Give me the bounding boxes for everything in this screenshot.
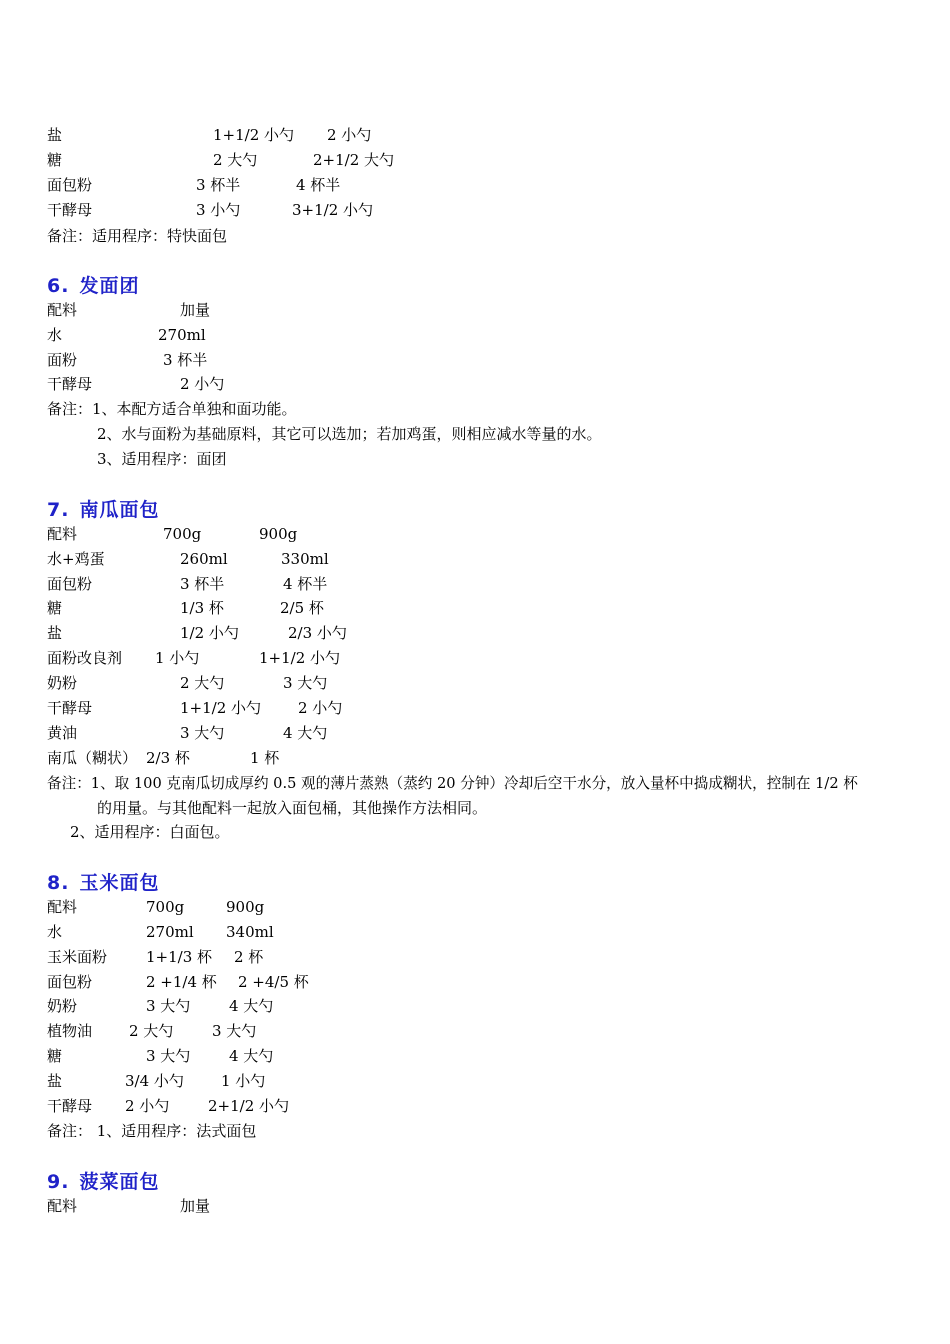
note: 备注： 1、适用程序：法式面包	[47, 1122, 257, 1140]
section-heading	[47, 1169, 159, 1195]
ingredient-name: 奶粉	[47, 997, 78, 1015]
amount-900g: 4 大勺	[229, 1047, 274, 1065]
amount-900g: 340ml	[226, 923, 274, 941]
table-row	[0, 1069, 950, 1094]
amount-700g: 1 小勺	[155, 649, 200, 667]
amount-700g: 3 小勺	[196, 201, 241, 219]
section-title: 发面团	[79, 275, 140, 297]
amount-700g: 2 +1/4 杯	[146, 973, 217, 991]
ingredient-name: 干酵母	[47, 201, 93, 219]
table-row	[0, 746, 950, 771]
note: 2、适用程序：白面包。	[70, 823, 230, 841]
note: 2、水与面粉为基础原料，其它可以选加；若加鸡蛋，则相应减水等量的水。	[97, 425, 602, 443]
table-header	[0, 1194, 950, 1219]
amount-900g: 2 +4/5 杯	[238, 973, 309, 991]
table-row	[0, 173, 950, 198]
ingredient-name: 水+鸡蛋	[47, 550, 105, 568]
column-header: 700g	[146, 898, 185, 916]
amount-900g: 2/3 小勺	[288, 624, 347, 642]
ingredient-name: 面包粉	[47, 973, 93, 991]
ingredient-name: 干酵母	[47, 375, 93, 393]
section-title: 菠菜面包	[79, 1171, 160, 1193]
table-header	[0, 895, 950, 920]
table-row	[0, 348, 950, 373]
amount-900g: 3 大勺	[283, 674, 328, 692]
amount: 2 小勺	[180, 375, 225, 393]
table-row	[0, 198, 950, 223]
amount-700g: 3 杯半	[180, 575, 225, 593]
table-row	[0, 621, 950, 646]
amount-900g: 4 杯半	[296, 176, 341, 194]
table-row	[0, 920, 950, 945]
amount-900g: 2+1/2 大勺	[313, 151, 395, 169]
section-title: 南瓜面包	[79, 499, 160, 521]
section-number: 8.	[47, 872, 70, 894]
column-header: 配料	[47, 1197, 78, 1215]
amount-700g: 270ml	[146, 923, 194, 941]
amount-900g: 3+1/2 小勺	[292, 201, 374, 219]
table-row	[0, 572, 950, 597]
amount-900g: 1+1/2 小勺	[259, 649, 341, 667]
amount-700g: 2 大勺	[129, 1022, 174, 1040]
ingredient-name: 玉米面粉	[47, 948, 108, 966]
amount-900g: 2 小勺	[298, 699, 343, 717]
amount-700g: 3 大勺	[146, 1047, 191, 1065]
table-row	[0, 596, 950, 621]
ingredient-name: 干酵母	[47, 699, 93, 717]
section-heading	[47, 273, 139, 299]
table-row	[0, 323, 950, 348]
amount-900g: 330ml	[281, 550, 329, 568]
ingredient-name: 糖	[47, 599, 63, 617]
ingredient-name: 水	[47, 326, 63, 344]
table-row	[0, 671, 950, 696]
column-header: 900g	[226, 898, 265, 916]
section-number: 9.	[47, 1171, 70, 1193]
amount-700g: 260ml	[180, 550, 228, 568]
amount-700g: 1/3 杯	[180, 599, 224, 617]
amount-700g: 2 大勺	[213, 151, 258, 169]
amount-700g: 2 小勺	[125, 1097, 170, 1115]
amount-700g: 2 大勺	[180, 674, 225, 692]
amount-900g: 2 杯	[234, 948, 264, 966]
table-row	[0, 372, 950, 397]
amount-700g: 3 大勺	[180, 724, 225, 742]
ingredient-name: 干酵母	[47, 1097, 93, 1115]
amount-900g: 2+1/2 小勺	[208, 1097, 290, 1115]
table-row	[0, 148, 950, 173]
amount: 3 杯半	[163, 351, 208, 369]
column-header: 加量	[180, 301, 211, 319]
note: 备注：适用程序：特快面包	[47, 227, 228, 245]
ingredient-name: 奶粉	[47, 674, 78, 692]
column-header: 900g	[259, 525, 298, 543]
table-row	[0, 123, 950, 148]
amount-700g: 1+1/2 小勺	[180, 699, 262, 717]
table-row	[0, 1019, 950, 1044]
amount-900g: 4 大勺	[283, 724, 328, 742]
ingredient-name: 糖	[47, 151, 63, 169]
amount-700g: 3 大勺	[146, 997, 191, 1015]
section-heading	[47, 497, 159, 523]
section-title: 玉米面包	[79, 872, 160, 894]
table-row	[0, 721, 950, 746]
table-row	[0, 696, 950, 721]
table-row	[0, 1094, 950, 1119]
table-header	[0, 298, 950, 323]
amount-900g: 2 小勺	[327, 126, 372, 144]
amount-900g: 1 小勺	[221, 1072, 266, 1090]
ingredient-name: 面包粉	[47, 575, 93, 593]
column-header: 配料	[47, 301, 78, 319]
column-header: 配料	[47, 898, 78, 916]
table-row	[0, 994, 950, 1019]
section-number: 7.	[47, 499, 70, 521]
column-header: 配料	[47, 525, 78, 543]
table-row	[0, 1044, 950, 1069]
column-header: 加量	[180, 1197, 211, 1215]
ingredient-name: 黄油	[47, 724, 78, 742]
table-row	[0, 646, 950, 671]
amount-700g: 2/3 杯	[146, 749, 190, 767]
section-number: 6.	[47, 275, 70, 297]
note: 3、适用程序：面团	[97, 450, 227, 468]
ingredient-name: 盐	[47, 126, 63, 144]
ingredient-name: 面粉改良剂	[47, 649, 123, 667]
ingredient-name: 面包粉	[47, 176, 93, 194]
note: 备注：1、取 100 克南瓜切成厚约 0.5 观的薄片蒸熟（蒸约 20 分钟）冷却后空干水分，放入量杯中捣成糊状，控制在 1/2 杯	[47, 775, 858, 792]
ingredient-name: 面粉	[47, 351, 78, 369]
table-row	[0, 547, 950, 572]
ingredient-name: 植物油	[47, 1022, 93, 1040]
ingredient-name: 水	[47, 923, 63, 941]
table-header	[0, 522, 950, 547]
amount: 270ml	[158, 326, 206, 344]
amount-700g: 1+1/3 杯	[146, 948, 213, 966]
note: 的用量。与其他配料一起放入面包桶，其他操作方法相同。	[97, 799, 488, 817]
ingredient-name: 盐	[47, 624, 63, 642]
table-row	[0, 945, 950, 970]
amount-900g: 4 大勺	[229, 997, 274, 1015]
amount-700g: 1/2 小勺	[180, 624, 239, 642]
amount-900g: 2/5 杯	[280, 599, 324, 617]
column-header: 700g	[163, 525, 202, 543]
amount-700g: 3 杯半	[196, 176, 241, 194]
ingredient-name: 盐	[47, 1072, 63, 1090]
amount-900g: 4 杯半	[283, 575, 328, 593]
ingredient-name: 糖	[47, 1047, 63, 1065]
amount-700g: 1+1/2 小勺	[213, 126, 295, 144]
note: 备注：1、本配方适合单独和面功能。	[47, 400, 297, 418]
ingredient-name: 南瓜（糊状）	[47, 749, 138, 767]
amount-700g: 3/4 小勺	[125, 1072, 184, 1090]
section-heading	[47, 870, 159, 896]
table-row	[0, 970, 950, 995]
amount-900g: 1 杯	[250, 749, 280, 767]
amount-900g: 3 大勺	[212, 1022, 257, 1040]
